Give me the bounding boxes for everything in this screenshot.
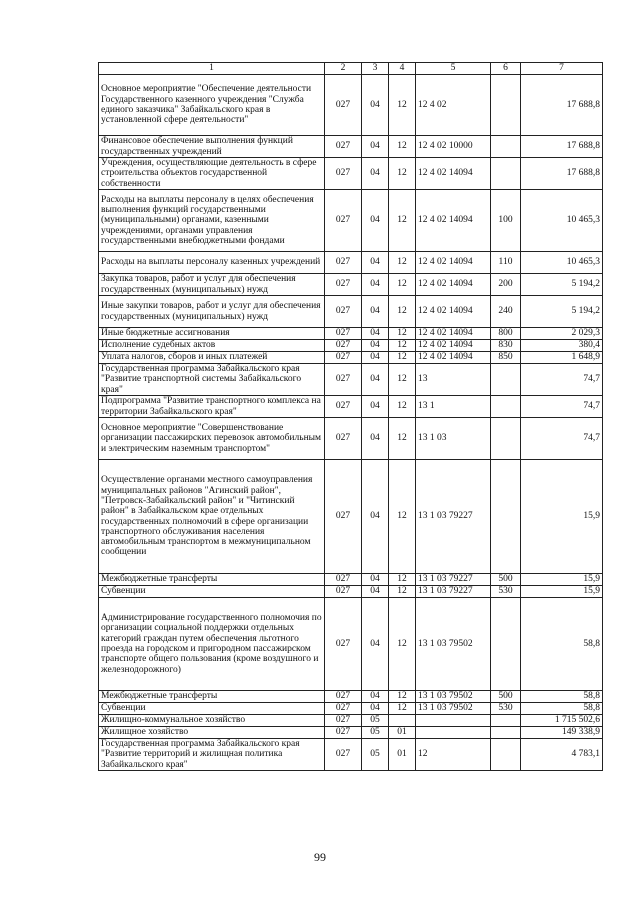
section-code-cell: 04 [362,328,389,340]
subsection-code-cell: 12 [389,136,416,158]
expense-type-cell [491,598,521,691]
expense-type-cell: 500 [491,574,521,586]
amount-cell: 380,4 [521,340,603,352]
target-article-cell: 12 4 02 14094 [416,296,491,328]
expense-type-cell [491,715,521,727]
target-article-cell: 13 1 03 79227 [416,460,491,574]
item-name-cell: Финансовое обеспечение выполнения функций государственных учреждений [99,136,325,158]
table-row [99,691,603,703]
ministry-code-cell: 027 [325,727,362,739]
table-row [99,340,603,352]
item-name-cell: Администрирование государственного полномочия по организации социальной поддержки отдельных категорий граждан путем обеспечения льготного проезда на городском и пригородном пассажирском транспорте общего пользования (кроме воздушного и железнодорожного) [99,598,325,691]
header-cell: 7 [521,63,603,75]
table-row [99,296,603,328]
ministry-code-cell: 027 [325,460,362,574]
target-article-cell: 12 4 02 14094 [416,328,491,340]
item-name-cell: Исполнение судебных актов [99,340,325,352]
expense-type-cell: 240 [491,296,521,328]
section-code-cell: 04 [362,190,389,252]
amount-cell: 17 688,8 [521,136,603,158]
ministry-code-cell: 027 [325,598,362,691]
subsection-code-cell: 12 [389,75,416,136]
expense-type-cell: 500 [491,691,521,703]
header-row [99,63,603,75]
expense-type-cell: 100 [491,190,521,252]
item-name-cell: Подпрограмма "Развитие транспортного комплекса на территории Забайкальского края" [99,396,325,418]
item-name-cell: Расходы на выплаты персоналу в целях обеспечения выполнения функций государственными (муниципальными) органами, казенными учреждениями, органами управления государственными внебюджетными фондами [99,190,325,252]
amount-cell: 5 194,2 [521,274,603,296]
ministry-code-cell: 027 [325,739,362,771]
subsection-code-cell: 12 [389,460,416,574]
amount-cell: 2 029,3 [521,328,603,340]
ministry-code-cell: 027 [325,703,362,715]
item-name-cell: Межбюджетные трансферты [99,574,325,586]
expense-type-cell [491,75,521,136]
table-row [99,586,603,598]
item-name-cell: Жилищно-коммунальное хозяйство [99,715,325,727]
subsection-code-cell: 12 [389,352,416,364]
table-row [99,75,603,136]
ministry-code-cell: 027 [325,418,362,460]
expense-type-cell [491,418,521,460]
ministry-code-cell: 027 [325,364,362,396]
table-row [99,598,603,691]
section-code-cell: 05 [362,739,389,771]
ministry-code-cell: 027 [325,691,362,703]
target-article-cell: 12 4 02 [416,75,491,136]
target-article-cell: 12 4 02 14094 [416,190,491,252]
header-cell: 5 [416,63,491,75]
target-article-cell: 12 4 02 14094 [416,352,491,364]
ministry-code-cell: 027 [325,158,362,190]
item-name-cell: Учреждения, осуществляющие деятельность в сфере строительства объектов государственной собственности [99,158,325,190]
item-name-cell: Осуществление органами местного самоуправления муниципальных районов "Агинский район", "Петровск-Забайкальский район" и "Читинский район" в Забайкальском крае отдельных государственных полномочий в сфере организации транспортного обслуживания населения автомобильным транспортом в межмуниципальном сообщении [99,460,325,574]
expense-type-cell [491,364,521,396]
amount-cell: 74,7 [521,418,603,460]
ministry-code-cell: 027 [325,296,362,328]
target-article-cell: 13 1 03 79227 [416,574,491,586]
table-row [99,252,603,274]
target-article-cell: 13 1 03 [416,418,491,460]
ministry-code-cell: 027 [325,715,362,727]
expense-type-cell: 530 [491,703,521,715]
table-row [99,352,603,364]
subsection-code-cell: 12 [389,396,416,418]
section-code-cell: 04 [362,296,389,328]
item-name-cell: Государственная программа Забайкальского края "Развитие территорий и жилищная политика Забайкальского края" [99,739,325,771]
target-article-cell: 13 1 [416,396,491,418]
target-article-cell: 12 4 02 14094 [416,252,491,274]
ministry-code-cell: 027 [325,274,362,296]
amount-cell: 17 688,8 [521,75,603,136]
amount-cell: 1 715 502,6 [521,715,603,727]
target-article-cell: 13 1 03 79502 [416,703,491,715]
header-cell: 1 [99,63,325,75]
table-row [99,364,603,396]
item-name-cell: Субвенции [99,586,325,598]
section-code-cell: 04 [362,598,389,691]
amount-cell: 149 338,9 [521,727,603,739]
budget-table [98,62,603,771]
table-row [99,274,603,296]
target-article-cell: 13 1 03 79502 [416,691,491,703]
subsection-code-cell: 12 [389,586,416,598]
expense-type-cell [491,727,521,739]
subsection-code-cell: 01 [389,739,416,771]
expense-type-cell [491,136,521,158]
item-name-cell: Иные бюджетные ассигнования [99,328,325,340]
item-name-cell: Иные закупки товаров, работ и услуг для обеспечения государственных (муниципальных) нужд [99,296,325,328]
table-row [99,190,603,252]
target-article-cell [416,727,491,739]
subsection-code-cell: 12 [389,598,416,691]
ministry-code-cell: 027 [325,75,362,136]
amount-cell: 74,7 [521,364,603,396]
expense-type-cell: 830 [491,340,521,352]
section-code-cell: 04 [362,703,389,715]
table-row [99,418,603,460]
expense-type-cell [491,460,521,574]
table-row [99,396,603,418]
subsection-code-cell: 12 [389,703,416,715]
amount-cell: 15,9 [521,574,603,586]
target-article-cell: 12 4 02 14094 [416,340,491,352]
subsection-code-cell: 12 [389,158,416,190]
ministry-code-cell: 027 [325,252,362,274]
item-name-cell: Межбюджетные трансферты [99,691,325,703]
table-row [99,460,603,574]
subsection-code-cell: 12 [389,190,416,252]
section-code-cell: 04 [362,460,389,574]
header-cell: 4 [389,63,416,75]
table-row [99,739,603,771]
amount-cell: 1 648,9 [521,352,603,364]
section-code-cell: 04 [362,136,389,158]
ministry-code-cell: 027 [325,328,362,340]
amount-cell: 10 465,3 [521,252,603,274]
target-article-cell: 13 1 03 79227 [416,586,491,598]
target-article-cell: 12 [416,739,491,771]
table-row [99,574,603,586]
section-code-cell: 04 [362,418,389,460]
section-code-cell: 04 [362,252,389,274]
subsection-code-cell: 12 [389,340,416,352]
table-row [99,715,603,727]
ministry-code-cell: 027 [325,586,362,598]
header-cell: 6 [491,63,521,75]
section-code-cell: 04 [362,364,389,396]
expense-type-cell: 850 [491,352,521,364]
item-name-cell: Основное мероприятие "Обеспечение деятельности Государственного казенного учреждения "Служба единого заказчика" Забайкальского края в установленной сфере деятельности" [99,75,325,136]
expense-type-cell [491,396,521,418]
section-code-cell: 04 [362,586,389,598]
section-code-cell: 04 [362,274,389,296]
expense-type-cell: 530 [491,586,521,598]
target-article-cell: 12 4 02 10000 [416,136,491,158]
table-row [99,136,603,158]
amount-cell: 5 194,2 [521,296,603,328]
item-name-cell: Субвенции [99,703,325,715]
subsection-code-cell: 12 [389,364,416,396]
amount-cell: 58,8 [521,691,603,703]
table-row [99,703,603,715]
subsection-code-cell: 01 [389,727,416,739]
subsection-code-cell: 12 [389,574,416,586]
amount-cell: 15,9 [521,460,603,574]
target-article-cell: 12 4 02 14094 [416,274,491,296]
amount-cell: 74,7 [521,396,603,418]
subsection-code-cell: 12 [389,274,416,296]
section-code-cell: 05 [362,727,389,739]
item-name-cell: Государственная программа Забайкальского края "Развитие транспортной системы Забайкальского края" [99,364,325,396]
target-article-cell: 13 [416,364,491,396]
ministry-code-cell: 027 [325,136,362,158]
target-article-cell: 12 4 02 14094 [416,158,491,190]
amount-cell: 58,8 [521,703,603,715]
expense-type-cell: 800 [491,328,521,340]
amount-cell: 58,8 [521,598,603,691]
page-number: 99 [314,850,326,864]
ministry-code-cell: 027 [325,352,362,364]
item-name-cell: Закупка товаров, работ и услуг для обеспечения государственных (муниципальных) нужд [99,274,325,296]
subsection-code-cell: 12 [389,418,416,460]
table-row [99,727,603,739]
subsection-code-cell: 12 [389,296,416,328]
section-code-cell: 04 [362,158,389,190]
ministry-code-cell: 027 [325,190,362,252]
ministry-code-cell: 027 [325,340,362,352]
section-code-cell: 04 [362,691,389,703]
section-code-cell: 04 [362,396,389,418]
subsection-code-cell: 12 [389,328,416,340]
ministry-code-cell: 027 [325,396,362,418]
ministry-code-cell: 027 [325,574,362,586]
section-code-cell: 05 [362,715,389,727]
expense-type-cell: 200 [491,274,521,296]
header-cell: 3 [362,63,389,75]
item-name-cell: Основное мероприятие "Совершенствование организации пассажирских перевозок автомобильным и электрическим наземным транспортом" [99,418,325,460]
amount-cell: 4 783,1 [521,739,603,771]
target-article-cell [416,715,491,727]
subsection-code-cell [389,715,416,727]
section-code-cell: 04 [362,340,389,352]
section-code-cell: 04 [362,75,389,136]
expense-type-cell: 110 [491,252,521,274]
expense-type-cell [491,739,521,771]
item-name-cell: Жилищное хозяйство [99,727,325,739]
section-code-cell: 04 [362,352,389,364]
amount-cell: 17 688,8 [521,158,603,190]
header-cell: 2 [325,63,362,75]
section-code-cell: 04 [362,574,389,586]
table-row [99,158,603,190]
target-article-cell: 13 1 03 79502 [416,598,491,691]
amount-cell: 10 465,3 [521,190,603,252]
item-name-cell: Уплата налогов, сборов и иных платежей [99,352,325,364]
subsection-code-cell: 12 [389,691,416,703]
table-row [99,328,603,340]
subsection-code-cell: 12 [389,252,416,274]
expense-type-cell [491,158,521,190]
item-name-cell: Расходы на выплаты персоналу казенных учреждений [99,252,325,274]
amount-cell: 15,9 [521,586,603,598]
